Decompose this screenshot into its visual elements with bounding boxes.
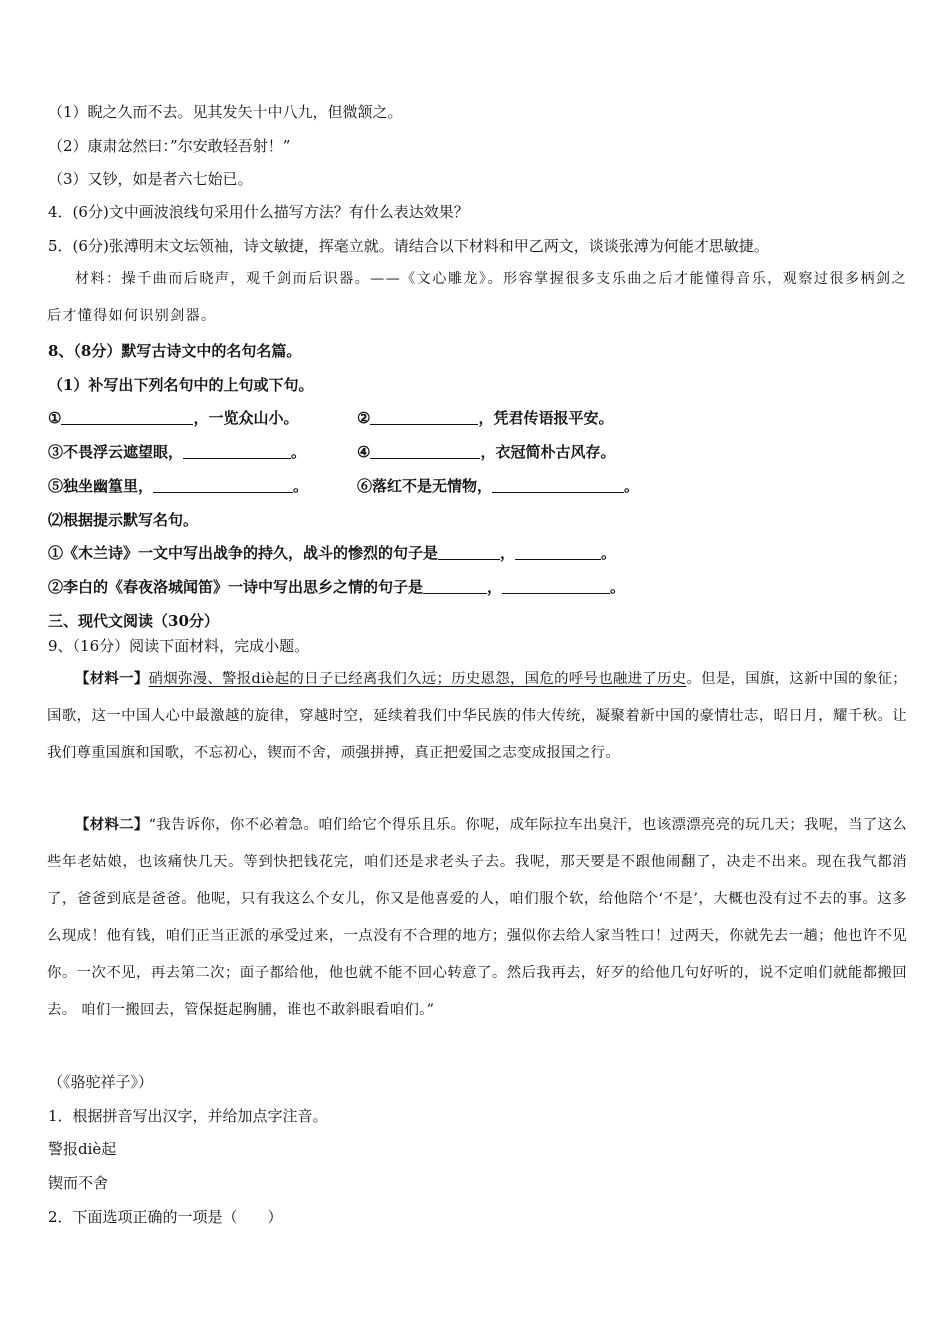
fill-line-5: ⑤独坐幽篁里， 。 [48,477,309,495]
fill-line-3: ③不畏浮云遮望眼， 。 [48,443,307,461]
answer-blank-10[interactable] [502,577,610,594]
question-5: 5．(6分)张溥明末文坛领袖，诗文敏捷，挥毫立就。请结合以下材料和甲乙两文，谈谈张溥为何能才思敏捷。 [48,237,769,255]
sub-question-1-item-a: 警报diè起 [48,1140,117,1158]
answer-blank-9[interactable] [423,577,487,594]
answer-blank-8[interactable] [515,543,601,560]
fill-line-4: ④ ，衣冠简朴古风存。 [357,443,616,461]
fill-line-6: ⑥落红不是无情物， 。 [357,477,640,495]
material-quote: 材料：操千曲而后晓声，观千剑而后识器。——《文心雕龙》。形容掌握很多支乐曲之后才能懂得音乐，观察过很多柄剑之后才懂得如何识别剑器。 [47,271,907,324]
question-4: 4．(6分)文中画波浪线句采用什么描写方法？有什么表达效果？ [48,203,469,221]
fill-line-1: ① ，一览众山小。 [48,409,299,427]
material-2 [47,806,907,1029]
sub-question-1: 1．根据拼音写出汉字，并给加点字注音。 [48,1107,328,1125]
answer-blank-7[interactable] [438,543,500,560]
material-2-label: 【材料二】 [75,816,149,833]
sub-question-2: 2．下面选项正确的一项是（ ） [48,1208,283,1226]
fill-line-2: ② ，凭君传语报平安。 [357,409,614,427]
source-citation: （《骆驼祥子》） [48,1073,154,1091]
recite-line-2: ②李白的《春夜洛城闻笛》一诗中写出思乡之情的句子是 ， 。 [48,578,626,596]
answer-blank-3[interactable] [183,442,291,459]
q3-item-3: （3）又钞，如是者六七始已。 [48,170,253,188]
recite-line-1: ①《木兰诗》一文中写出战争的持久，战斗的惨烈的句子是 ， 。 [48,544,617,562]
question-9: 9、（16分）阅读下面材料，完成小题。 [48,637,310,655]
material-1-label: 【材料一】 [75,670,149,687]
material-1 [47,660,907,772]
section-3-heading: 三、现代文阅读（30分） [48,612,219,630]
sub-question-1-item-b: 锲而不舍 [48,1174,109,1192]
answer-blank-4[interactable] [370,442,480,459]
q3-item-1: （1）睨之久而不去。见其发矢十中八九，但微颔之。 [48,103,403,121]
q8-part2: ⑵根据提示默写名句。 [48,511,199,529]
material-2-text: “我告诉你，你不必着急。咱们给它个得乐且乐。你呢，成年际拉车出臭汗，也该漂漂亮亮的玩几天；我呢，当了这么些年老姑娘，也该痛快几天。等到快把钱花完，咱们还是求老头子去。我呢，那天要是不跟他闹翻了，决走不出来。现在我气都消了，爸爸到底是爸爸。他呢，只有我这么个女儿，你又是他喜爱的人，咱们服个软，给他陪个‘不是’，大概也没有过不去的事。这多么现成！他有钱，咱们正当正派的承受过来，一点没有不合理的地方；强似你去给人家当牲口！过两天，你就先去一趟；他也许不见你。一次不见，再去第二次；面子都给他，他也就不能不回心转意了。然后我再去，好歹的给他几句好听的，说不定咱们就能都搬回去。 咱们一搬回去，管保挺起胸脯，谁也不敢斜眼看咱们。” [47,817,907,1018]
answer-blank-6[interactable] [492,476,624,493]
q8-part1: （1）补写出下列名句中的上句或下句。 [48,376,314,394]
answer-blank-2[interactable] [370,408,478,425]
q3-item-2: （2）康肃忿然曰：”尔安敢轻吾射！” [48,137,291,155]
q8-title: 8、（8分）默写古诗文中的名句名篇。 [48,342,302,360]
answer-blank-5[interactable] [153,476,293,493]
material-1-underlined: 硝烟弥漫、警报diè起的日子已经离我们久远；历史恩怨，国危的呼号也融进了历史 [148,671,687,687]
answer-blank-1[interactable] [61,408,193,425]
material-1-text: 。但是，国旗，这新中国的象征；国歌，这一中国人心中最激越的旋律，穿越时空，延续着我们中华民族的伟大传统，凝聚着新中国的豪情壮志，昭日月，耀千秋。让我们尊重国旗和国歌，不忘初心，锲而不舍，顽强拼搏，真正把爱国之志变成报国之行。 [47,671,907,761]
